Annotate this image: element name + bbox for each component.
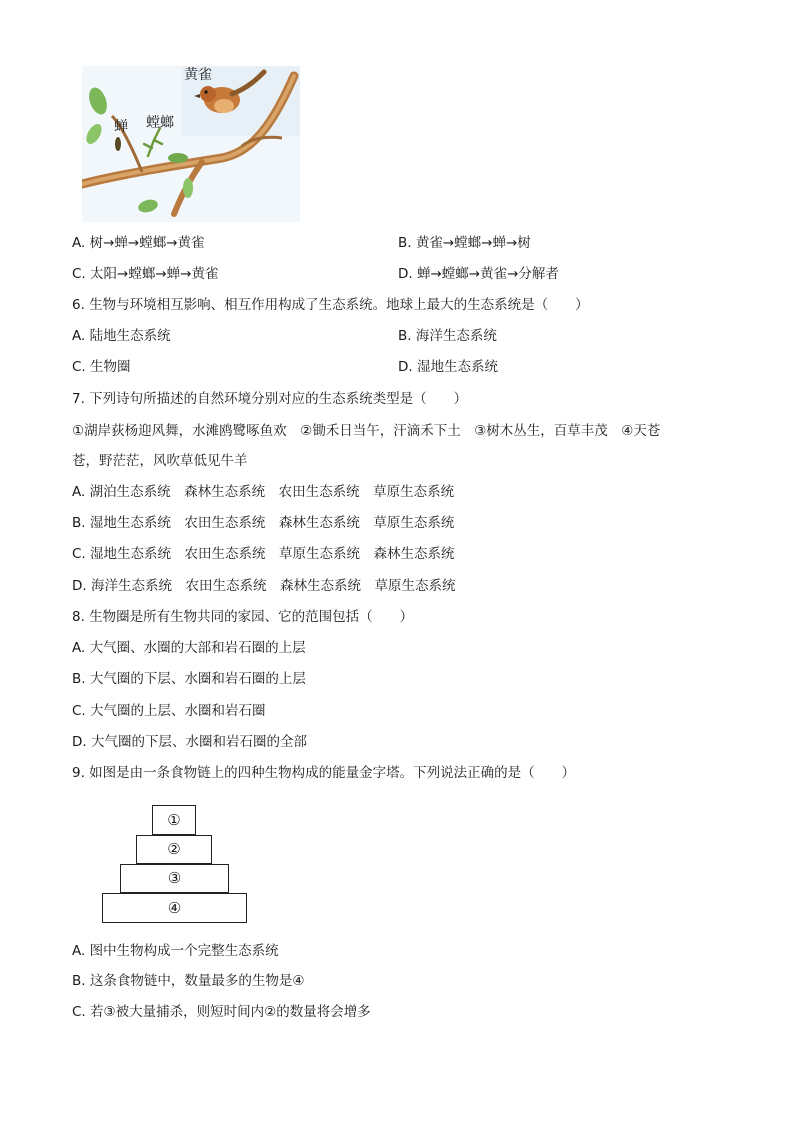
option-letter: B. <box>72 973 86 989</box>
option-letter: D. <box>72 578 87 594</box>
option-text: 湿地生态系统 <box>416 359 498 375</box>
q5-option-b[interactable] <box>398 234 531 252</box>
option-text: 大气圈、水圈的大部和岩石圈的上层 <box>89 640 306 656</box>
mantis-label: 螳螂 <box>146 115 174 131</box>
option-text: 湖泊生态系统 森林生态系统 农田生态系统 草原生态系统 <box>89 484 455 500</box>
option-letter: C. <box>72 359 86 375</box>
option-letter: B. <box>398 328 412 344</box>
option-letter: D. <box>72 734 87 750</box>
q7-poem-line2: 苍，野茫茫，风吹草低见牛羊 <box>72 453 248 469</box>
food-chain-illustration <box>82 66 300 222</box>
q6-option-c[interactable] <box>72 358 131 376</box>
q6-option-a[interactable] <box>72 327 171 345</box>
bird-label: 黄雀 <box>184 67 212 83</box>
q9-stem: 9. 如图是由一条食物链上的四种生物构成的能量金字塔。下列说法正确的是（ ） <box>72 765 576 781</box>
q6-option-b[interactable] <box>398 327 497 345</box>
option-letter: C. <box>72 546 86 562</box>
option-letter: C. <box>72 1004 86 1020</box>
q5-option-a[interactable] <box>72 234 205 252</box>
option-letter: B. <box>72 515 86 531</box>
option-letter: C. <box>72 266 86 282</box>
pyramid-level-4 <box>102 893 247 923</box>
q8-option-a[interactable] <box>72 639 306 657</box>
option-text: 陆地生态系统 <box>89 328 171 344</box>
q9-option-c[interactable] <box>72 1003 371 1021</box>
option-text: 海洋生态系统 农田生态系统 森林生态系统 草原生态系统 <box>90 578 456 594</box>
option-text: 树→蝉→螳螂→黄雀 <box>89 235 205 251</box>
option-text: 湿地生态系统 农田生态系统 森林生态系统 草原生态系统 <box>89 515 455 531</box>
option-text: 湿地生态系统 农田生态系统 草原生态系统 森林生态系统 <box>90 546 455 562</box>
q9-option-b[interactable] <box>72 972 304 990</box>
option-letter: D. <box>398 359 413 375</box>
option-letter: B. <box>398 235 412 251</box>
q6-stem: 6. 生物与环境相互影响、相互作用构成了生态系统。地球上最大的生态系统是（ ） <box>72 297 589 313</box>
energy-pyramid <box>100 805 250 925</box>
pyramid-level-2-label: ② <box>167 840 181 858</box>
option-text: 大气圈的上层、水圈和岩石圈 <box>90 703 266 719</box>
q8-option-c[interactable] <box>72 702 266 720</box>
q7-stem: 7. 下列诗句所描述的自然环境分别对应的生态系统类型是（ ） <box>72 391 468 407</box>
option-letter: C. <box>72 703 86 719</box>
option-text: 黄雀→螳螂→蝉→树 <box>415 235 531 251</box>
q8-option-d[interactable] <box>72 733 307 751</box>
cicada-label: 蝉 <box>114 119 128 135</box>
q9-option-a[interactable] <box>72 942 279 960</box>
q5-option-c[interactable] <box>72 265 218 283</box>
q7-option-a[interactable] <box>72 483 454 501</box>
option-letter: D. <box>398 266 413 282</box>
option-letter: B. <box>72 671 86 687</box>
option-text: 若③被大量捕杀，则短时间内②的数量将会增多 <box>90 1004 371 1020</box>
option-text: 生物圈 <box>90 359 131 375</box>
pyramid-level-1 <box>152 805 196 835</box>
q6-option-d[interactable] <box>398 358 498 376</box>
option-text: 图中生物构成一个完整生态系统 <box>89 943 279 959</box>
q7-option-d[interactable] <box>72 577 455 595</box>
pyramid-level-2 <box>136 835 212 864</box>
option-letter: A. <box>72 235 86 251</box>
q7-option-b[interactable] <box>72 514 454 532</box>
option-letter: A. <box>72 484 86 500</box>
option-text: 蝉→螳螂→黄雀→分解者 <box>416 266 559 282</box>
q7-option-c[interactable] <box>72 545 455 563</box>
option-letter: A. <box>72 328 86 344</box>
option-text: 海洋生态系统 <box>415 328 497 344</box>
option-text: 大气圈的下层、水圈和岩石圈的上层 <box>89 671 306 687</box>
pyramid-level-3-label: ③ <box>167 869 182 887</box>
pyramid-level-4-label: ④ <box>167 898 182 917</box>
q5-option-d[interactable] <box>398 265 559 283</box>
q7-poem-line1: ①湖岸荻杨迎风舞，水滩鸥鹭啄鱼欢 ②锄禾日当午，汗滴禾下土 ③树木丛生，百草丰茂 ④天苍 <box>72 423 661 439</box>
option-text: 太阳→螳螂→蝉→黄雀 <box>90 266 219 282</box>
pyramid-level-3 <box>120 864 229 893</box>
option-text: 这条食物链中，数量最多的生物是④ <box>89 973 305 989</box>
branch-scene-image <box>82 66 300 222</box>
q8-stem: 8. 生物圈是所有生物共同的家园、它的范围包括（ ） <box>72 609 414 625</box>
option-text: 大气圈的下层、水圈和岩石圈的全部 <box>90 734 307 750</box>
q8-option-b[interactable] <box>72 670 306 688</box>
option-letter: A. <box>72 640 86 656</box>
option-letter: A. <box>72 943 86 959</box>
pyramid-level-1-label: ① <box>167 810 181 829</box>
